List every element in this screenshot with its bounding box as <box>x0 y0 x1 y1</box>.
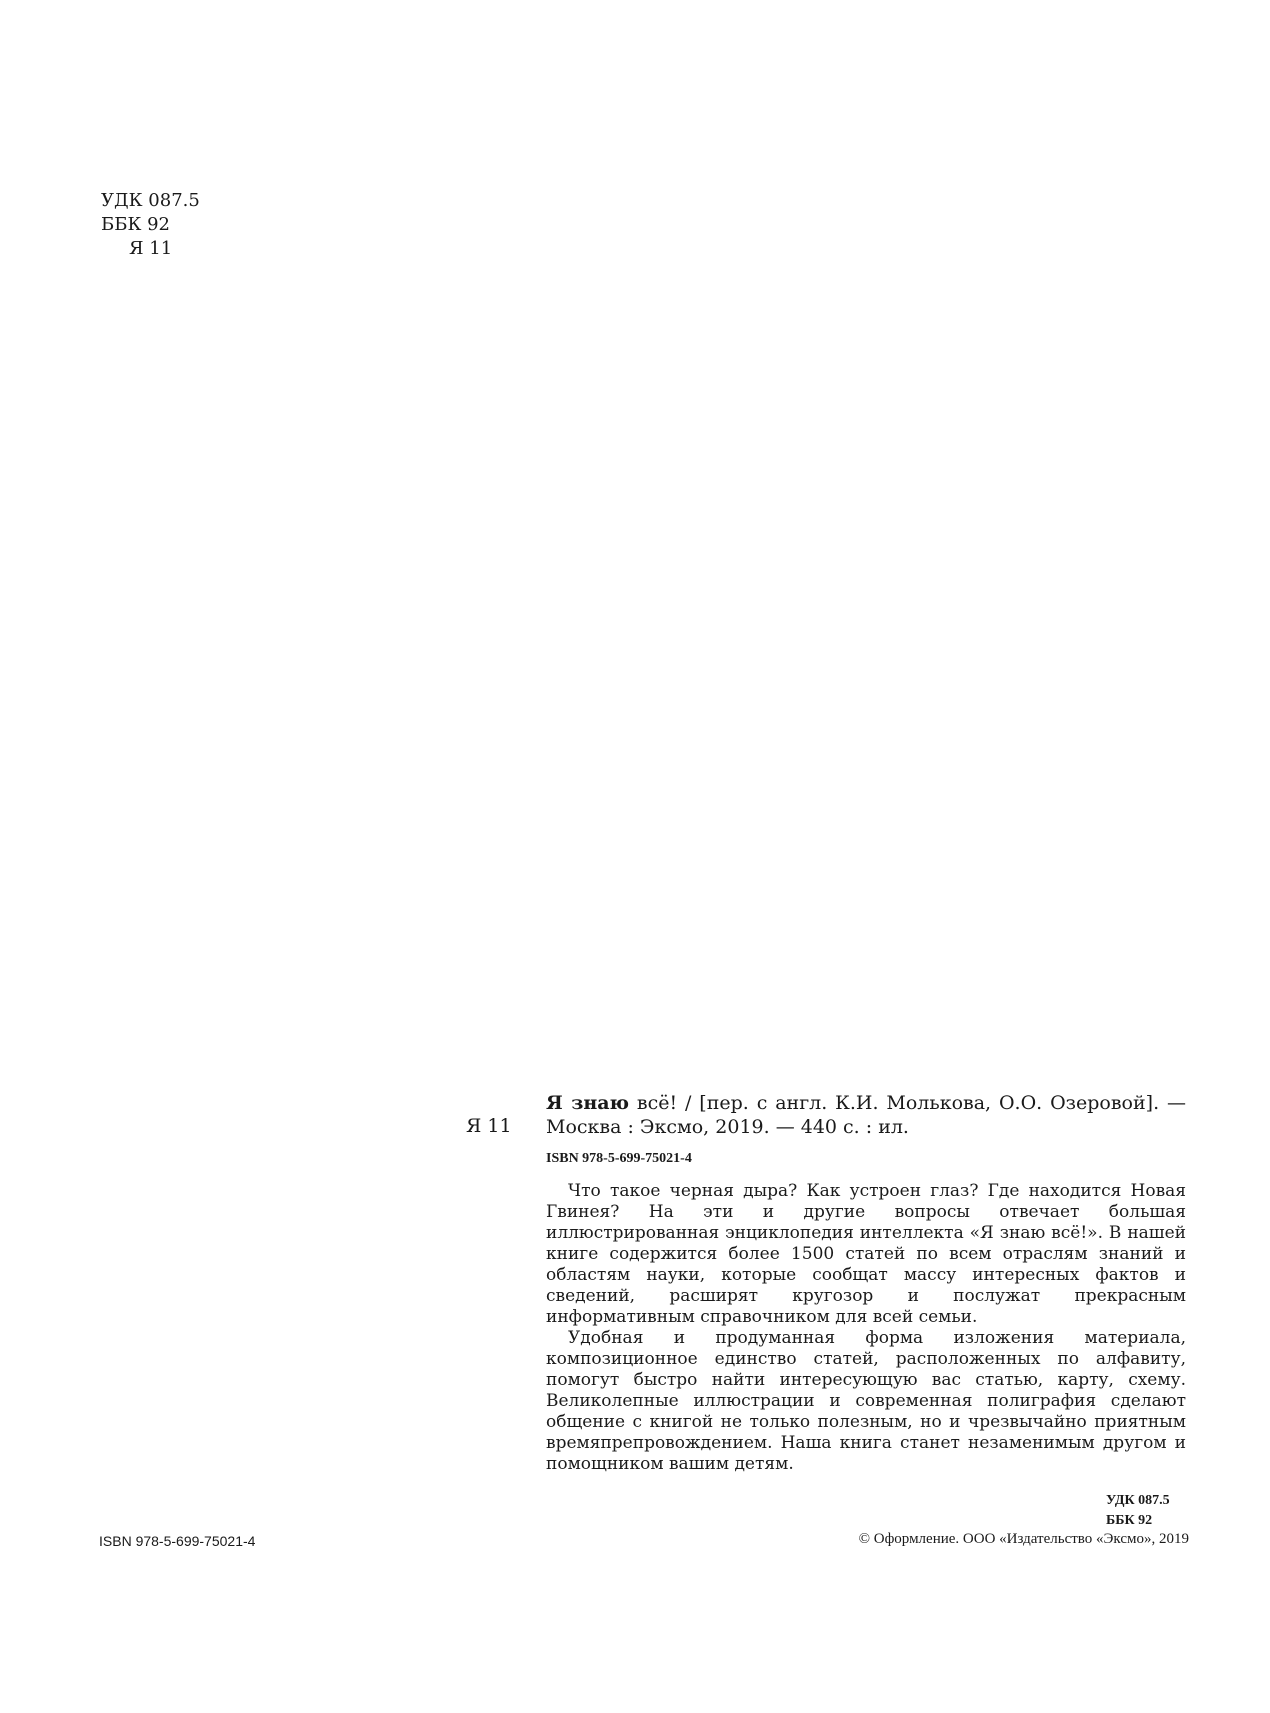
footer-isbn: ISBN 978-5-699-75021-4 <box>99 1533 256 1549</box>
classification-codes-top <box>101 189 200 261</box>
bbk-code-bottom: ББК 92 <box>1106 1513 1153 1528</box>
isbn-entry: ISBN 978-5-699-75021-4 <box>546 1151 692 1166</box>
author-mark: Я 11 <box>129 238 173 259</box>
bbk-code: ББК 92 <box>101 214 171 235</box>
annotation-paragraph: Удобная и продуманная форма изложения материала, композиционное единство статей, расположенных по алфавиту, помогут быстро найти интересующую вас статью, карту, схему. Великолепные иллюстрации и современная полиграфия сделают общение с книгой не только полезным, но и чрезвычайно приятным времяпрепровождением. Наша книга станет незаменимым другом и помощником вашим детям. <box>546 1328 1186 1474</box>
author-mark-side: Я 11 <box>466 1115 512 1137</box>
citation-title: Я знаю <box>546 1092 630 1114</box>
bibliographic-entry <box>546 1091 1186 1531</box>
citation <box>546 1091 1186 1139</box>
citation-details: всё! / [пер. с англ. К.И. Молькова, О.О. Озеровой]. — Москва : Эксмо, 2019. — 440 с. : ил. <box>546 1092 1186 1138</box>
annotation-paragraph: Что такое черная дыра? Как устроен глаз? Где находится Новая Гвинея? На эти и другие вопросы отвечает большая иллюстрированная энциклопедия интеллекта «Я знаю всё!». В нашей книге содержится более 1500 статей по всем отраслям знаний и областям науки, которые сообщат массу интересных фактов и сведений, расширят кругозор и послужат прекрасным информативным справочником для всей семьи. <box>546 1181 1186 1327</box>
annotation <box>546 1181 1186 1475</box>
udk-code-bottom: УДК 087.5 <box>1106 1493 1170 1508</box>
udk-code: УДК 087.5 <box>101 190 200 211</box>
classification-codes-bottom <box>546 1491 1186 1531</box>
footer-copyright: © Оформление. ООО «Издательство «Эксмо», 2019 <box>858 1531 1189 1547</box>
